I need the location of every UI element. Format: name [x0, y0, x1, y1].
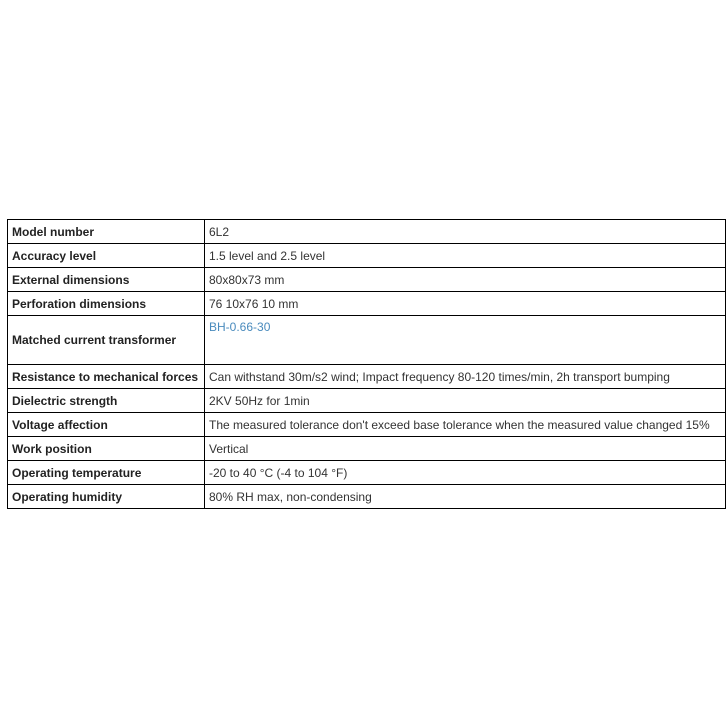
row-value: 80% RH max, non-condensing [205, 485, 726, 509]
table-row-perforation-dimensions [8, 292, 726, 316]
table-row-dielectric-strength [8, 389, 726, 413]
row-value: Vertical [205, 437, 726, 461]
table-row-external-dimensions [8, 268, 726, 292]
row-value: 1.5 level and 2.5 level [205, 244, 726, 268]
table-row-matched-current-transformer [8, 316, 726, 365]
table-row-operating-humidity [8, 485, 726, 509]
row-label: Operating humidity [8, 485, 205, 509]
row-label: Operating temperature [8, 461, 205, 485]
row-value: 76 10x76 10 mm [205, 292, 726, 316]
transformer-model-link[interactable]: BH-0.66-30 [209, 320, 271, 334]
row-label: Perforation dimensions [8, 292, 205, 316]
row-label: Dielectric strength [8, 389, 205, 413]
specification-table [7, 219, 726, 509]
row-value: 6L2 [205, 220, 726, 244]
row-label: Accuracy level [8, 244, 205, 268]
row-value: 80x80x73 mm [205, 268, 726, 292]
row-label: External dimensions [8, 268, 205, 292]
row-value: 2KV 50Hz for 1min [205, 389, 726, 413]
table-row-accuracy-level [8, 244, 726, 268]
table-row-work-position [8, 437, 726, 461]
row-label: Model number [8, 220, 205, 244]
row-label: Resistance to mechanical forces [8, 365, 205, 389]
table-row-voltage-affection [8, 413, 726, 437]
row-label: Matched current transformer [8, 316, 205, 365]
row-value [205, 316, 726, 365]
table-row-resistance-to-mechanical-forces [8, 365, 726, 389]
row-value: The measured tolerance don't exceed base tolerance when the measured value changed 15% [205, 413, 726, 437]
table-row-operating-temperature [8, 461, 726, 485]
row-label: Work position [8, 437, 205, 461]
table-row-model-number [8, 220, 726, 244]
row-value: -20 to 40 °C (-4 to 104 °F) [205, 461, 726, 485]
row-value: Can withstand 30m/s2 wind; Impact frequency 80-120 times/min, 2h transport bumping [205, 365, 726, 389]
row-label: Voltage affection [8, 413, 205, 437]
